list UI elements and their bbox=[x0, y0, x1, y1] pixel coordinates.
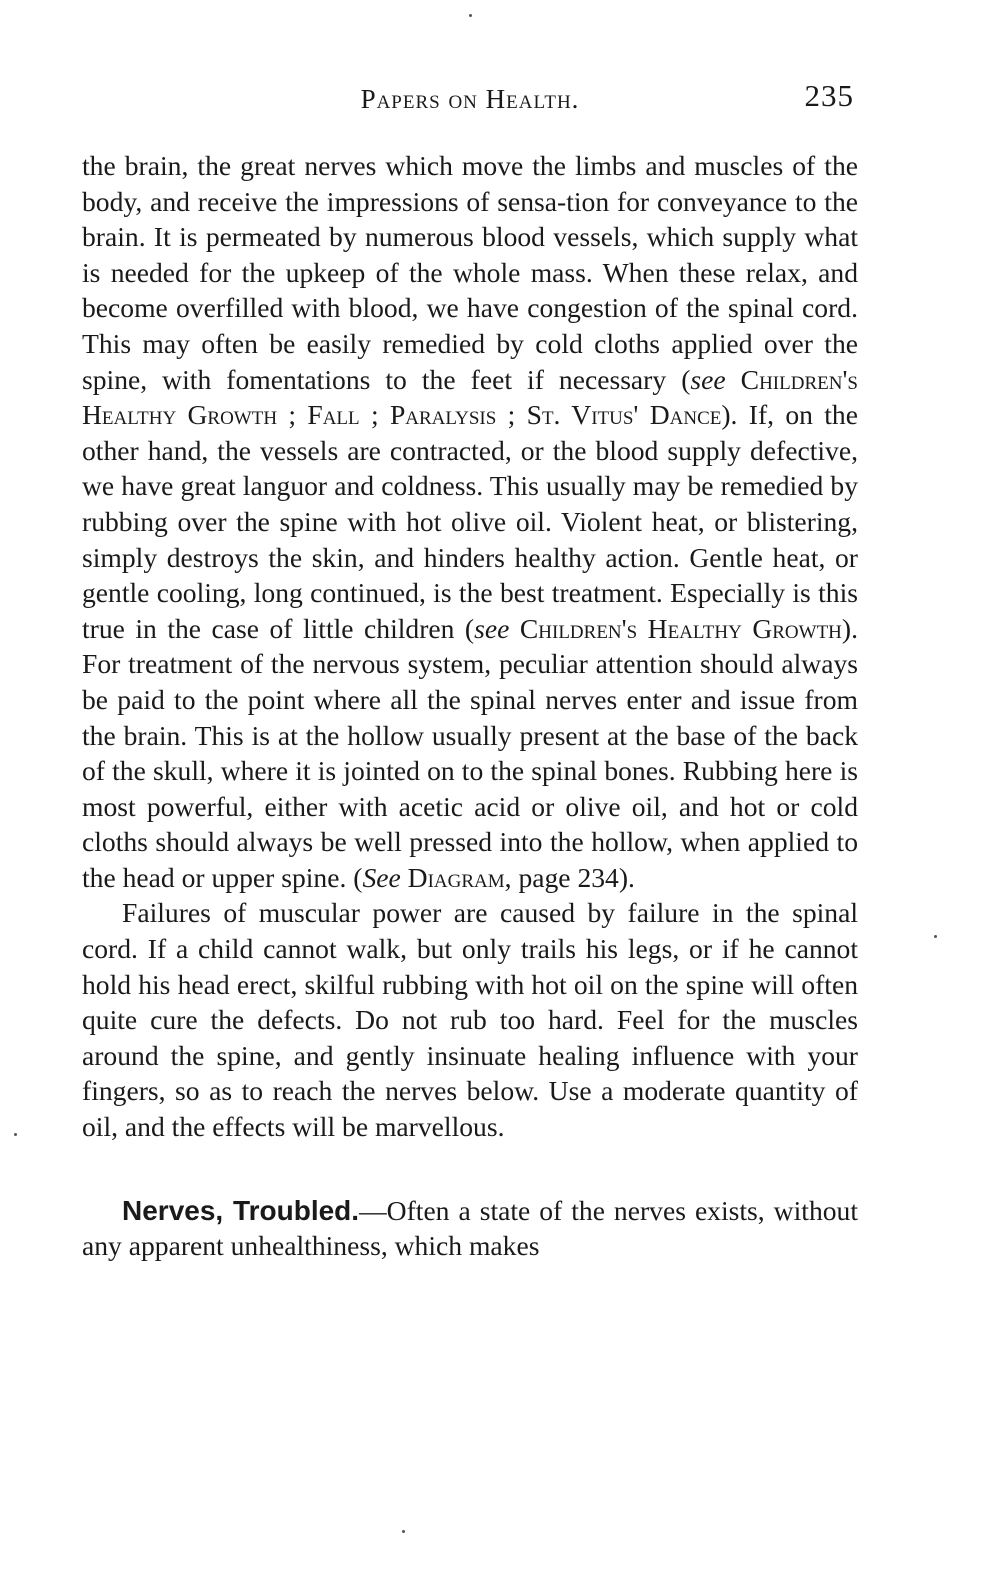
text-segment bbox=[509, 613, 520, 644]
see-reference: see bbox=[690, 363, 726, 395]
cross-reference: Children's Healthy Growth bbox=[519, 612, 842, 644]
paragraph-nerves-troubled bbox=[82, 1193, 858, 1264]
see-reference: see bbox=[474, 612, 510, 644]
section-heading: Nerves, Troubled. bbox=[122, 1194, 360, 1226]
text-segment: , page 234). bbox=[504, 861, 635, 893]
running-title: Papers on Health. bbox=[360, 84, 580, 114]
print-speck bbox=[402, 1530, 405, 1533]
paragraph-muscular-power bbox=[82, 895, 858, 1144]
page-number: 235 bbox=[804, 78, 854, 113]
cross-reference: Diagram bbox=[407, 861, 505, 893]
print-speck bbox=[934, 935, 937, 938]
paragraph-spinal-cord bbox=[82, 148, 858, 895]
text-segment: the brain, the great nerves which move the limbs and muscles of the body, and receive the impressions of sensa-tion for conveyance to the brain. It is permeated by numerous blood vessels, which supply what is needed for the upkeep of the whole mass. When these relax, and become overfilled with blood, we have congestion of the spinal cord. This may often be easily remedied by cold cloths applied over the spine, with fomentations to the feet if necessary ( bbox=[82, 150, 858, 395]
print-speck bbox=[14, 1133, 17, 1136]
page-header bbox=[82, 78, 858, 122]
body-text bbox=[82, 148, 858, 1264]
text-segment bbox=[726, 364, 741, 395]
text-segment: ). If, on the other hand, the vessels are contracted, or the blood supply defective, we have great languor and coldness. This usually may be remedied by rubbing over the spine with hot olive oil. Violent heat, or blistering, simply destroys the skin, and hinders healthy action. Gentle heat, or gentle cooling, long continued, is the best treatment. Especially is this true in the case of little children ( bbox=[82, 399, 858, 644]
text-segment: Failures of muscular power are caused by failure in the spinal cord. If a child cannot walk, but only trails his legs, or if he cannot hold his head erect, skilful rubbing with hot oil on the spine will often quite cure the defects. Do not rub too hard. Feel for the muscles around the spine, and gently insinuate healing influence with your fingers, so as to reach the nerves below. Use a moderate quantity of oil, and the effects will be marvellous. bbox=[82, 897, 858, 1143]
text-segment bbox=[401, 862, 408, 893]
text-segment: ). For treatment of the nervous system, peculiar attention should always be paid to the point where all the spinal nerves enter and issue from the brain. This is at the hollow usually present at the base of the back of the skull, where it is jointed on to the spinal bones. Rubbing here is most powerful, either with acetic acid or olive oil, and hot or cold cloths should always be well pressed into the hollow, when applied to the head or upper spine. ( bbox=[82, 612, 858, 893]
print-speck bbox=[469, 14, 472, 17]
text-segment: —Often a state of the nerves exists, without any apparent unhealthiness, which makes bbox=[82, 1194, 858, 1262]
see-reference: See bbox=[362, 861, 401, 893]
cross-reference: Children's Healthy Growth ; Fall ; Paralysis ; St. Vitus' Dance bbox=[82, 363, 858, 431]
